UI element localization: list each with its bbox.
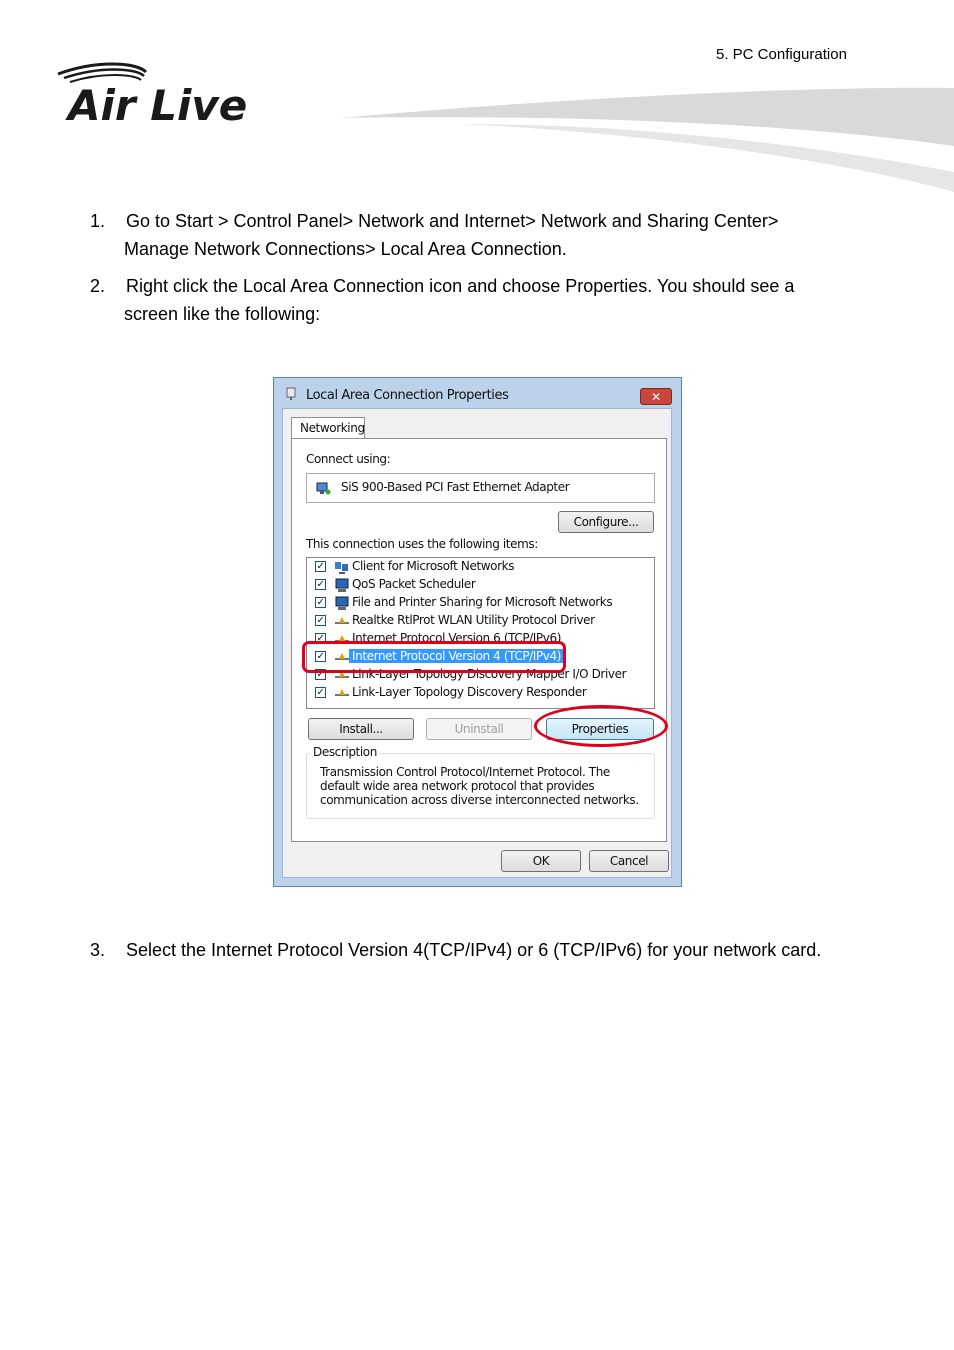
adapter-field [306, 473, 655, 503]
item-label: File and Printer Sharing for Microsoft Networks [352, 595, 613, 609]
logo-swoosh-icon [56, 60, 286, 130]
item-checkbox[interactable]: ✓ [316, 579, 325, 590]
item-label: Internet Protocol Version 6 (TCP/IPv6) [352, 631, 561, 645]
item-checkbox[interactable]: ✓ [316, 615, 325, 626]
item-label: QoS Packet Scheduler [352, 577, 476, 591]
list-item[interactable] [307, 612, 652, 630]
computer-service-icon [334, 595, 350, 611]
item-label: Link-Layer Topology Discovery Mapper I/O Driver [352, 667, 627, 681]
item-label: Realtke RtlProt WLAN Utility Protocol Driver [352, 613, 595, 627]
highlight-ipv4-annotation [302, 641, 566, 673]
item-checkbox[interactable]: ✓ [316, 669, 325, 680]
item-label: Internet Protocol Version 4 (TCP/IPv4) [349, 649, 564, 663]
item-checkbox[interactable]: ✓ [316, 597, 325, 608]
description-text: Transmission Control Protocol/Internet Protocol. The default wide area network protocol that provides communication across diverse interconnected networks. [320, 765, 639, 807]
computer-service-icon [334, 577, 350, 593]
uninstall-button[interactable]: Uninstall [426, 718, 532, 740]
step-text: Select the Internet Protocol Version 4(TCP/IPv4) or 6 (TCP/IPv6) for your network card. [126, 940, 822, 960]
local-area-connection-properties-dialog [273, 377, 682, 887]
network-connection-icon [286, 387, 296, 401]
components-list[interactable] [306, 557, 655, 709]
list-item[interactable] [307, 684, 652, 702]
configure-button[interactable]: Configure... [558, 511, 654, 533]
list-item[interactable] [307, 594, 652, 612]
dialog-title: Local Area Connection Properties [306, 388, 509, 403]
item-label: Client for Microsoft Networks [352, 559, 515, 573]
protocol-icon [334, 685, 350, 701]
adapter-name: SiS 900-Based PCI Fast Ethernet Adapter [341, 480, 570, 494]
airlive-logo [56, 60, 286, 130]
close-icon[interactable]: ✕ [640, 388, 672, 405]
cancel-button[interactable]: Cancel [589, 850, 669, 872]
description-label: Description [310, 745, 380, 759]
ok-button[interactable]: OK [501, 850, 581, 872]
properties-button[interactable]: Properties [546, 718, 654, 740]
step-text: Go to Start > Control Panel> Network and Internet> Network and Sharing Center> [126, 211, 779, 231]
header-swoosh-graphic [340, 80, 954, 200]
network-adapter-icon [315, 480, 331, 499]
networking-panel [291, 438, 667, 842]
install-button[interactable]: Install... [308, 718, 414, 740]
item-checkbox[interactable]: ✓ [316, 561, 325, 572]
protocol-icon [334, 613, 350, 629]
item-checkbox[interactable]: ✓ [316, 651, 325, 662]
step-number: 2. [90, 276, 106, 296]
network-client-icon [334, 559, 350, 575]
highlight-properties-annotation [534, 705, 668, 747]
item-checkbox[interactable]: ✓ [316, 633, 325, 644]
item-checkbox[interactable]: ✓ [316, 687, 325, 698]
tab-networking[interactable]: Networking [291, 417, 365, 439]
list-item[interactable] [307, 576, 652, 594]
logo-wordmark: Air Live [68, 81, 248, 130]
step-text-continued: Manage Network Connections> Local Area Connection. [124, 239, 567, 259]
step-text: Right click the Local Area Connection icon and choose Properties. You should see a [126, 276, 795, 296]
connect-using-label: Connect using: [306, 452, 391, 466]
step-number: 1. [90, 211, 106, 231]
list-item[interactable] [307, 558, 652, 576]
step-text-continued: screen like the following: [124, 304, 321, 324]
items-label: This connection uses the following items: [306, 537, 538, 551]
section-header: 5. PC Configuration [716, 46, 847, 63]
item-label: Link-Layer Topology Discovery Responder [352, 685, 587, 699]
step-number: 3. [90, 940, 106, 960]
